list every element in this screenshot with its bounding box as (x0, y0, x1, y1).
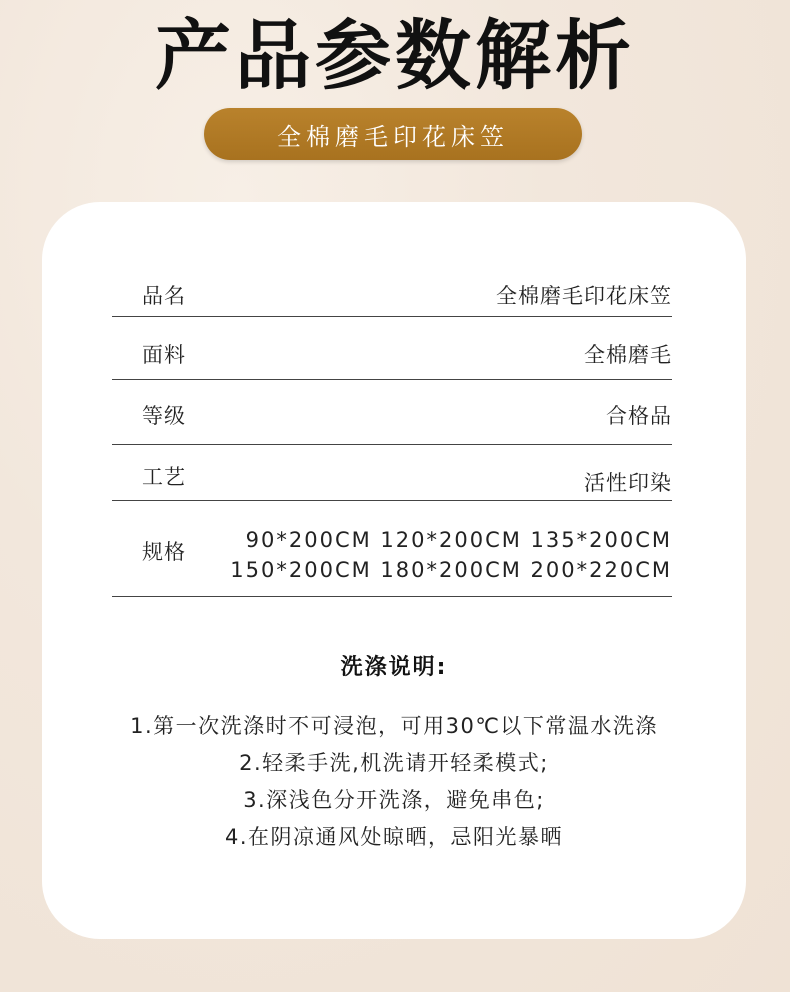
spec-card (42, 202, 746, 939)
wash-instructions-list (42, 708, 746, 856)
wash-instruction-item: 1.第一次洗涤时不可浸泡，可用30℃以下常温水洗涤 (130, 714, 658, 738)
spec-row-size (112, 501, 672, 597)
spec-value: 活性印染 (584, 471, 672, 495)
spec-row-name (112, 262, 672, 317)
size-line: 150*200CM 180*200CM 200*220CM (230, 558, 672, 582)
spec-row-fabric (112, 317, 672, 380)
spec-table (112, 262, 672, 597)
product-name-badge: 全棉磨毛印花床笠 (204, 108, 582, 160)
wash-instruction-item: 4.在阴凉通风处晾晒，忌阳光暴晒 (224, 825, 564, 849)
spec-row-grade (112, 380, 672, 445)
spec-value: 全棉磨毛 (584, 343, 672, 367)
spec-label: 面料 (142, 343, 186, 367)
spec-value: 全棉磨毛印花床笠 (496, 284, 672, 308)
size-line: 90*200CM 120*200CM 135*200CM (245, 528, 672, 552)
spec-label: 工艺 (142, 465, 186, 489)
spec-label: 品名 (142, 284, 186, 308)
wash-instruction-item: 3.深浅色分开洗涤，避免串色; (243, 788, 545, 812)
wash-instructions-title: 洗涤说明: (340, 655, 448, 680)
page-title: 产品参数解析 (155, 11, 635, 100)
spec-value (230, 525, 672, 585)
spec-label: 等级 (142, 404, 186, 428)
spec-row-craft (112, 445, 672, 501)
spec-label: 规格 (142, 540, 186, 564)
spec-value: 合格品 (606, 404, 672, 428)
wash-instruction-item: 2.轻柔手洗,机洗请开轻柔模式; (239, 751, 549, 775)
